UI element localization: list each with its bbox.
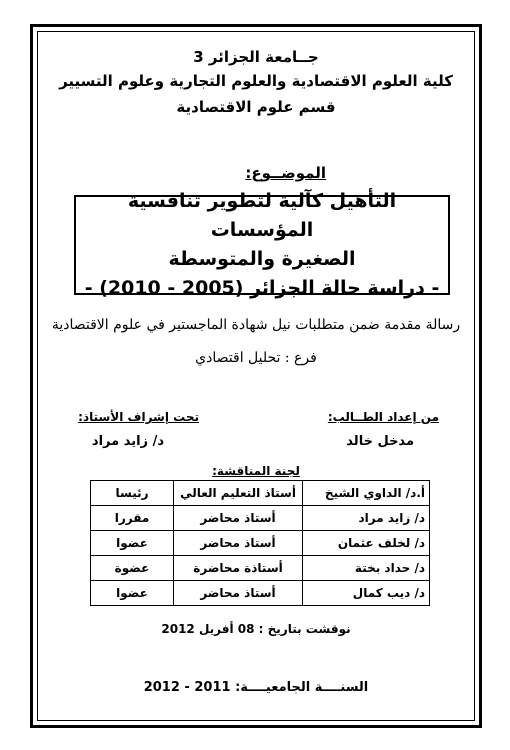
member-rank: أستاذ التعليم العالي [174, 481, 303, 506]
thesis-title-line-3: - دراسة حالة الجزائر (2005 - 2010) - [84, 277, 440, 299]
university-name: جــامعة الجزائر 3 [193, 48, 319, 66]
member-rank: أستاذ محاضر [174, 506, 303, 531]
table-row [91, 556, 430, 581]
member-role: مقررا [91, 506, 174, 531]
member-name: أ.د/ الداوي الشيخ [303, 481, 430, 506]
member-name: د/ ديب كمال [303, 581, 430, 606]
committee-label: لجنة المناقشة: [212, 464, 300, 478]
page-border-outer [30, 24, 482, 728]
member-name: د/ زايد مراد [303, 506, 430, 531]
member-role: رئيسا [91, 481, 174, 506]
student-name: مدخل خالد [346, 434, 414, 449]
table-row [91, 481, 430, 506]
member-role: عضوا [91, 581, 174, 606]
member-rank: أستاذ محاضر [174, 531, 303, 556]
academic-year: السنــــة الجامعيــــة: 2011 - 2012 [143, 680, 369, 695]
table-row [91, 506, 430, 531]
faculty-name: كلية العلوم الاقتصادية والعلوم التجارية وعلوم التسيير [59, 72, 453, 90]
member-role: عضوا [91, 531, 174, 556]
department-name: قسم علوم الاقتصادية [176, 98, 336, 116]
table-row [91, 581, 430, 606]
supervisor-label: تحت إشراف الأستاذ: [78, 410, 199, 424]
table-row [91, 531, 430, 556]
supervisor-name: د/ زايد مراد [91, 434, 164, 449]
thesis-title-line-1: التأهيل كآلية لتطوير تنافسية المؤسسات [127, 190, 397, 241]
subject-label: الموضــوع: [245, 164, 326, 182]
committee-table [90, 480, 430, 606]
page-border-inner [37, 31, 475, 721]
member-rank: أستاذ محاضر [174, 581, 303, 606]
student-label: من إعداد الطــالب: [327, 410, 439, 424]
thesis-title-box [74, 190, 450, 299]
defense-date: نوقشت بتاريخ : 08 أفريل 2012 [161, 622, 351, 636]
thesis-title-line-2: الصغيرة والمتوسطة [168, 248, 356, 270]
branch-label: فرع : تحليل اقتصادي [195, 350, 317, 366]
member-name: د/ لخلف عثمان [303, 531, 430, 556]
thesis-note: رسالة مقدمة ضمن متطلبات نيل شهادة الماجستير في علوم الاقتصادية [51, 317, 461, 333]
member-name: د/ حداد بختة [303, 556, 430, 581]
member-role: عضوة [91, 556, 174, 581]
member-rank: أستاذة محاضرة [174, 556, 303, 581]
